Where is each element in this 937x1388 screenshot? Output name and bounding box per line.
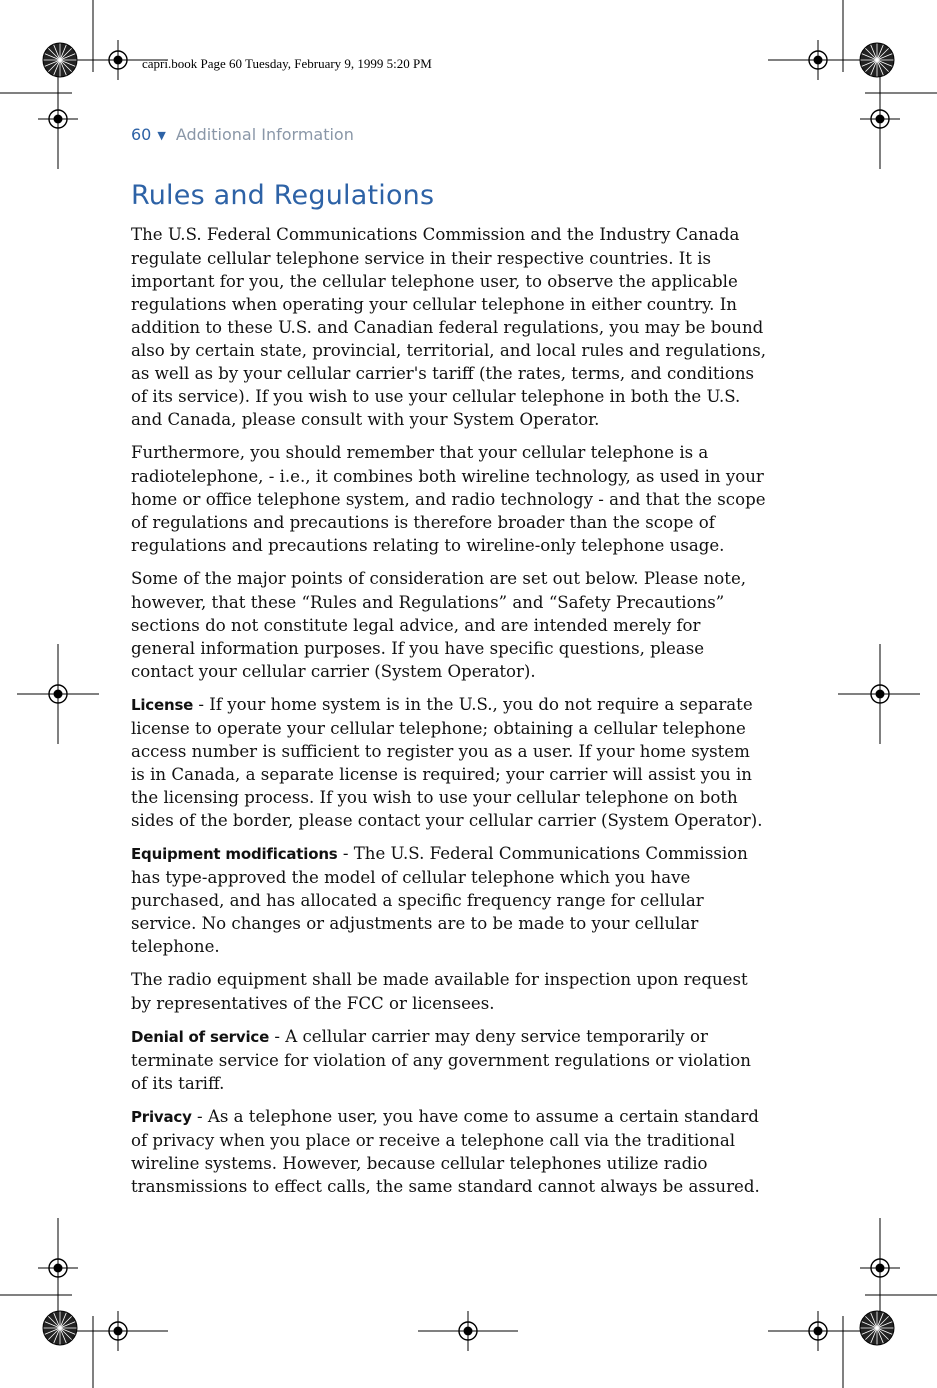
running-header	[131, 125, 354, 144]
print-stamp: capri.book Page 60 Tuesday, February 9, 1999 5:20 PM	[142, 56, 432, 71]
star-target-mark	[860, 43, 894, 77]
term-license: License	[131, 696, 194, 714]
star-target-mark	[43, 1311, 77, 1345]
paragraph	[131, 223, 768, 431]
paragraph-equipment-modifications	[131, 842, 768, 958]
paragraph	[131, 968, 768, 1015]
paragraph-text: - A cellular carrier may deny service temporarily or terminate service for violation of any government regulations or violation of its tariff.	[131, 1027, 751, 1093]
triangle-down-icon: ▼	[157, 129, 166, 142]
page-number: 60	[131, 125, 152, 144]
term-privacy: Privacy	[131, 1108, 192, 1126]
paragraph-license	[131, 693, 768, 832]
body-text	[131, 223, 768, 1208]
paragraph-privacy	[131, 1105, 768, 1198]
paragraph-text: Furthermore, you should remember that your cellular telephone is a radiotelephone, - i.e., it combines both wireline technology, as used in your home or office telephone system, and radio technology - and that the scope of regulations and precautions is therefore broader than the scope of regulations and precautions relating to wireline-only telephone usage.	[131, 443, 766, 555]
term-denial-of-service: Denial of service	[131, 1028, 270, 1046]
paragraph-text: Some of the major points of consideration are set out below. Please note, however, that these “Rules and Regulations” and “Safety Precautions” sections do not constitute legal advice, and are intended merely for general information purposes. If you have specific questions, please contact your cellular carrier (System Operator).	[131, 569, 747, 681]
paragraph-text: - If your home system is in the U.S., you do not require a separate license to operate your cellular telephone; obtaining a cellular telephone access number is sufficient to register you as a user. If your home system is in Canada, a separate license is required; your carrier will assist you in the licensing process. If you wish to use your cellular telephone on both sides of the border, please contact your cellular carrier (System Operator).	[131, 695, 763, 830]
star-target-mark	[43, 43, 77, 77]
paragraph	[131, 567, 768, 683]
paragraph-text: The radio equipment shall be made available for inspection upon request by representatives of the FCC or licensees.	[131, 970, 748, 1013]
star-target-mark	[860, 1311, 894, 1345]
paragraph	[131, 441, 768, 557]
paragraph-text: - The U.S. Federal Communications Commission has type-approved the model of cellular telephone which you have purchased, and has allocated a specific frequency range for cellular service. No changes or adjustments are to be made to your cellular telephone.	[131, 844, 748, 956]
section-name: Additional Information	[175, 125, 354, 144]
term-equipment-modifications: Equipment modifications	[131, 845, 338, 863]
paragraph-denial-of-service	[131, 1025, 768, 1095]
page-title: Rules and Regulations	[131, 180, 435, 211]
paragraph-text: The U.S. Federal Communications Commission and the Industry Canada regulate cellular telephone service in their respective countries. It is important for you, the cellular telephone user, to observe the applicable regulations when operating your cellular telephone in either country. In addition to these U.S. and Canadian federal regulations, you may be bound also by certain state, provincial, territorial, and local rules and regulations, as well as by your cellular carrier's tariff (the rates, terms, and conditions of its service). If you wish to use your cellular telephone in both the U.S. and Canada, please consult with your System Operator.	[131, 225, 767, 429]
paragraph-text: - As a telephone user, you have come to assume a certain standard of privacy when you place or receive a telephone call via the traditional wireline systems. However, because cellular telephones utilize radio transmissions to effect calls, the same standard cannot always be assured.	[131, 1107, 760, 1196]
